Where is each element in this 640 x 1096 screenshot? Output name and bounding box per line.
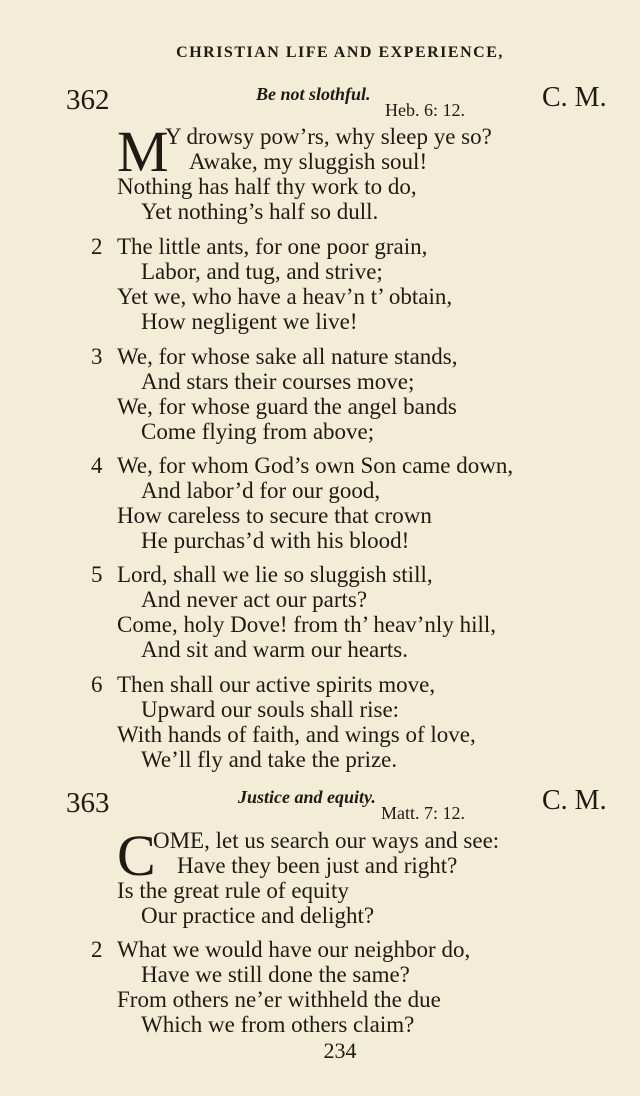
verse-line: We, for whose sake all nature stands, [117, 344, 458, 369]
verse-line: He purchas’d with his blood! [141, 528, 410, 553]
stanza-number: 2 [91, 234, 103, 259]
stanza-number: 6 [91, 672, 103, 697]
verse-line: We, for whom God’s own Son came down, [117, 453, 514, 478]
verse-line: Then shall our active spirits move, [117, 672, 436, 697]
hymn-meter: C. M. [542, 785, 607, 816]
hymn-meter: C. M. [542, 82, 607, 113]
stanza-number: 3 [91, 344, 103, 369]
verse-line: Is the great rule of equity [117, 878, 349, 903]
verse-line: And labor’d for our good, [141, 478, 381, 503]
running-head: CHRISTIAN LIFE AND EXPERIENCE, [176, 44, 504, 61]
verse-line: We, for whose guard the angel bands [117, 394, 457, 419]
verse-line: OME, let us search our ways and see: [153, 828, 500, 853]
verse-line: Y drowsy pow’rs, why sleep ye so? [165, 124, 492, 149]
hymn-title: Be not slothful. [256, 84, 371, 104]
verse-line: And never act our parts? [141, 587, 368, 612]
verse-line: Yet nothing’s half so dull. [141, 199, 379, 224]
stanza-number: 2 [91, 937, 103, 962]
verse-line: Awake, my sluggish soul! [189, 149, 428, 174]
hymn-number: 363 [66, 787, 110, 819]
verse-line: Labor, and tug, and strive; [141, 259, 383, 284]
hymn-number: 362 [66, 84, 110, 116]
verse-line: What we would have our neighbor do, [117, 937, 471, 962]
hymn-title: Justice and equity. [238, 787, 376, 807]
verse-line: And sit and warm our hearts. [141, 637, 408, 662]
scripture-reference: Matt. 7: 12. [381, 803, 465, 823]
verse-line: How careless to secure that crown [117, 503, 432, 528]
verse-line: Come, holy Dove! from th’ heav’nly hill, [117, 612, 496, 637]
drop-cap: C [117, 823, 156, 888]
verse-line: Yet we, who have a heav’n t’ obtain, [117, 284, 453, 309]
verse-line: How negligent we live! [141, 309, 358, 334]
scripture-reference: Heb. 6: 12. [385, 100, 465, 120]
verse-line: Have we still done the same? [141, 962, 410, 987]
verse-line: The little ants, for one poor grain, [117, 234, 428, 259]
stanza-number: 5 [91, 562, 103, 587]
verse-line: And stars their courses move; [141, 369, 415, 394]
verse-line: Which we from others claim? [141, 1012, 415, 1037]
verse-line: Have they been just and right? [177, 853, 458, 878]
verse-line: Upward our souls shall rise: [141, 697, 400, 722]
verse-line: Come flying from above; [141, 419, 375, 444]
drop-cap: M [117, 119, 169, 184]
verse-line: From others ne’er withheld the due [117, 987, 441, 1012]
verse-line: With hands of faith, and wings of love, [117, 722, 476, 747]
stanza-number: 4 [91, 453, 103, 478]
verse-line: We’ll fly and take the prize. [141, 747, 398, 772]
page-number: 234 [323, 1038, 357, 1063]
verse-line: Our practice and delight? [141, 903, 375, 928]
verse-line: Nothing has half thy work to do, [117, 174, 417, 199]
verse-line: Lord, shall we lie so sluggish still, [117, 562, 433, 587]
